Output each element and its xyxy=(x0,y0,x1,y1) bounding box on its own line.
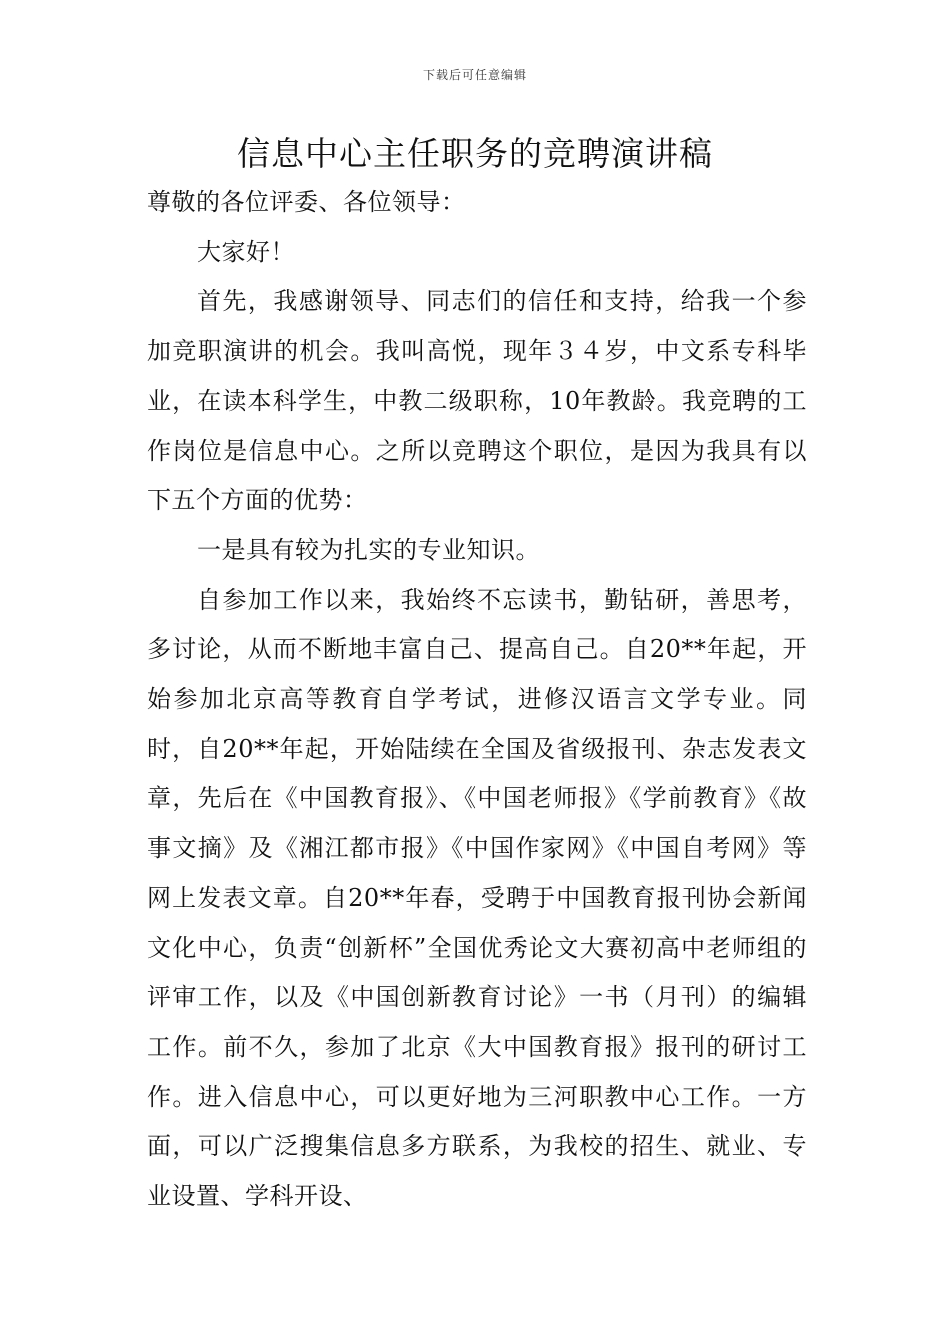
header-note: 下载后可任意编辑 xyxy=(422,68,527,82)
paragraph-intro: 首先，我感谢领导、同志们的信任和支持，给我一个参加竞职演讲的机会。我叫高悦，现年３４岁，中文系专科毕业，在读本科学生，中教二级职称，10年教龄。我竞聘的工作岗位是信息中心。之所以竞聘这个职位，是因为我具有以下五个方面的优势： xyxy=(147,287,807,515)
paragraph-point-one: 一是具有较为扎实的专业知识。 xyxy=(197,535,540,564)
document-body xyxy=(147,178,807,1222)
paragraph-experience: 自参加工作以来，我始终不忘读书，勤钻研，善思考，多讨论，从而不断地丰富自己、提高自己。自20**年起，开始参加北京高等教育自学考试，进修汉语言文学专业。同时，自20**年起，开始陆续在全国及省级报刊、杂志发表文章，先后在《中国教育报》、《中国老师报》《学前教育》《故事文摘》及《湘江都市报》《中国作家网》《中国自考网》等网上发表文章。自20**年春，受聘于中国教育报刊协会新闻文化中心，负责“创新杯”全国优秀论文大赛初高中老师组的评审工作，以及《中国创新教育讨论》一书（月刊）的编辑工作。前不久，参加了北京《大中国教育报》报刊的研讨工作。进入信息中心，可以更好地为三河职教中心工作。一方面，可以广泛搜集信息多方联系，为我校的招生、就业、专业设置、学科开设、 xyxy=(147,585,807,1211)
greeting: 大家好！ xyxy=(197,237,295,266)
document-title: 信息中心主任职务的竞聘演讲稿 xyxy=(237,134,713,173)
salutation: 尊敬的各位评委、各位领导： xyxy=(147,188,466,216)
